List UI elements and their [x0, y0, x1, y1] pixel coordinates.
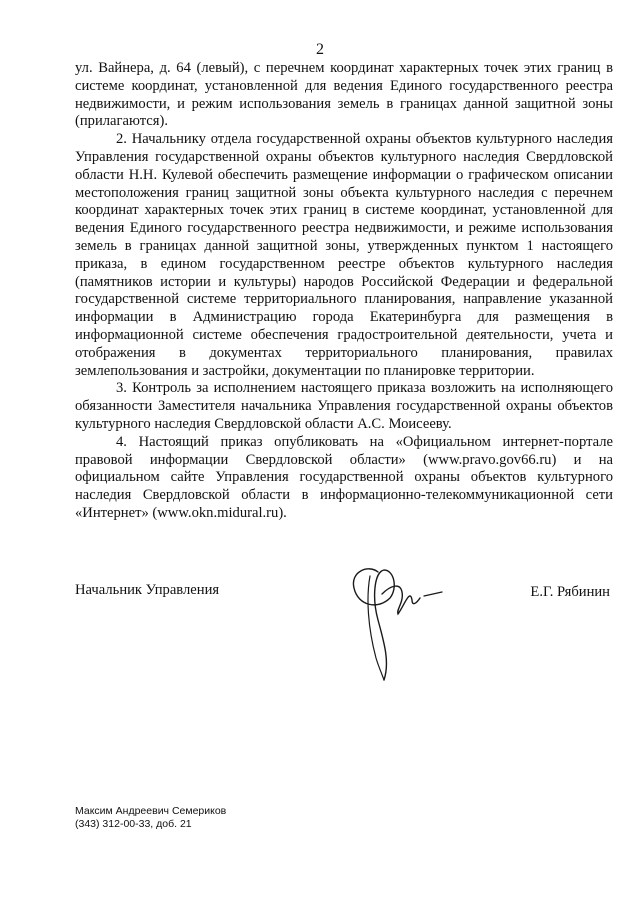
- paragraph-item-3: 3. Контроль за исполнением настоящего приказа возложить на исполняющего обязанности Заместителя начальника Управления государственной охраны объектов культурного наследия Свердловской области А.С. Моисееву.: [75, 380, 613, 432]
- paragraph-item-4: 4. Настоящий приказ опубликовать на «Официальном интернет-портале правовой информации Свердловской области» (www.pravo.gov66.ru) и на официальном сайте Управления государственной охраны объектов культурного наследия Свердловской области в информационно-телекоммуникационной сети «Интернет» (www.okn.midural.ru).: [75, 433, 613, 521]
- page-number: 2: [316, 41, 324, 58]
- executor-phone: (343) 312-00-33, доб. 21: [75, 818, 192, 830]
- paragraph-item-2: 2. Начальнику отдела государственной охраны объектов культурного наследия Управления государственной охраны объектов культурного наследия Свердловской области Н.Н. Кулевой обеспечить размещение информации о графическом описании местоположения границ защитной зоны объекта культурного наследия с перечнем координат характерных точек этих границ в системе координат, установленной для ведения Единого государственного реестра недвижимости, и режиме использования земель в границах данной защитной зоны, утвержденных пунктом 1 настоящего приказа, в едином государственном реестре объектов культурного наследия (памятников истории и культуры) народов Российской Федерации и федеральной государственной системе территориального планирования, направление указанной информации в Администрацию города Екатеринбурга для размещения в информационной системе обеспечения градостроительной деятельности, учета и отображения в документах территориального планирования, правилах землепользования и застройки, документации по планировке территории.: [75, 131, 613, 379]
- signatory-title: Начальник Управления: [75, 582, 220, 598]
- signatory-name: Е.Г. Рябинин: [530, 584, 610, 600]
- executor-info: [75, 805, 226, 831]
- handwritten-signature: [338, 558, 448, 688]
- executor-name: Максим Андреевич Семериков: [75, 805, 227, 817]
- paragraph-continuation: ул. Вайнера, д. 64 (левый), с перечнем координат характерных точек этих границ в системе координат, установленной для ведения Единого государственного реестра недвижимости, и режим использования земель в границах данной защитной зоны (прилагаются).: [75, 60, 613, 130]
- document-body: [75, 60, 613, 523]
- signature-block: [0, 578, 640, 688]
